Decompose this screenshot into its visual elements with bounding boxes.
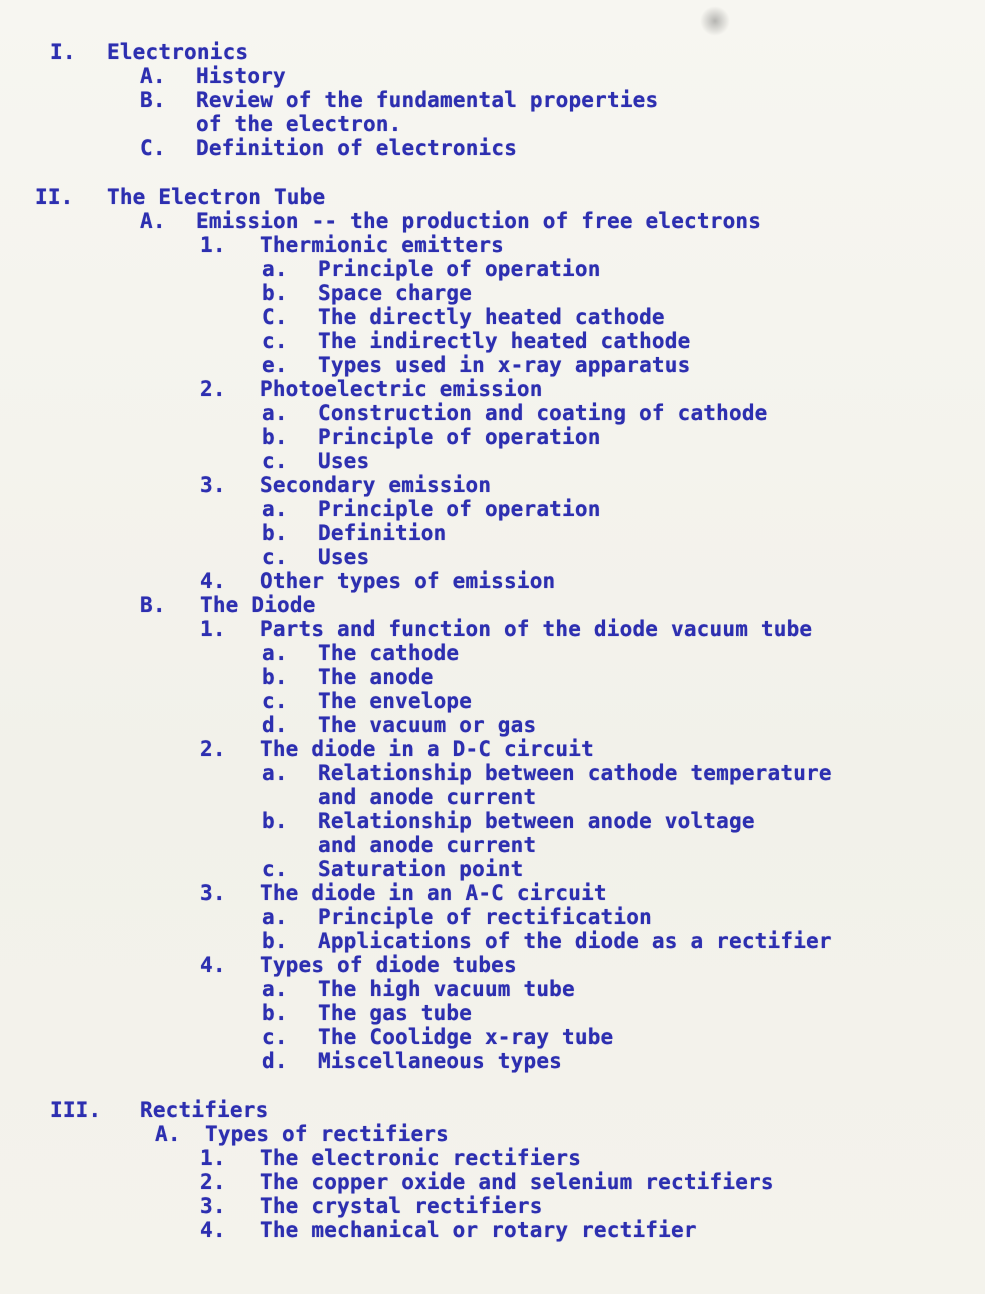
outline-line: [200, 569, 556, 593]
outline-label: a.: [262, 977, 288, 1001]
outline-label: d.: [262, 1049, 288, 1073]
outline-label: III.: [50, 1098, 102, 1122]
outline-line: [140, 64, 286, 88]
outline-label: b.: [262, 809, 288, 833]
outline-line: [155, 1122, 450, 1146]
outline-line: [200, 377, 543, 401]
outline-label: c.: [262, 449, 288, 473]
outline-text: The Coolidge x-ray tube: [318, 1025, 614, 1049]
outline-line: [262, 689, 473, 713]
outline-text: Other types of emission: [260, 569, 556, 593]
outline-line: [200, 1170, 774, 1194]
outline-line: [262, 281, 473, 305]
outline-label: 2.: [200, 377, 226, 401]
outline-text: Principle of operation: [318, 497, 601, 521]
outline-label: A.: [140, 64, 166, 88]
outline-line: [262, 641, 460, 665]
outline-line: [140, 209, 762, 233]
outline-line: [50, 1098, 269, 1122]
outline-text: The gas tube: [318, 1001, 473, 1025]
outline-label: b.: [262, 1001, 288, 1025]
outline-text: The high vacuum tube: [318, 977, 575, 1001]
outline-line: [262, 257, 601, 281]
outline-line: [262, 449, 370, 473]
outline-line: [262, 665, 434, 689]
outline-text: Photoelectric emission: [260, 377, 543, 401]
outline-label: b.: [262, 425, 288, 449]
outline-line: [140, 136, 518, 160]
outline-line: [200, 473, 492, 497]
outline-text: Secondary emission: [260, 473, 492, 497]
outline-text: The Diode: [200, 593, 316, 617]
outline-label: a.: [262, 641, 288, 665]
outline-text: Saturation point: [318, 857, 524, 881]
outline-text: The diode in an A-C circuit: [260, 881, 607, 905]
outline-label: 4.: [200, 1218, 226, 1242]
outline-text: History: [196, 64, 286, 88]
outline-text: Emission -- the production of free electrons: [196, 209, 762, 233]
outline-label: a.: [262, 257, 288, 281]
outline-label: c.: [262, 857, 288, 881]
outline-line: [50, 40, 249, 64]
outline-line: [262, 809, 755, 833]
outline-label: B.: [140, 593, 166, 617]
outline-text: Miscellaneous types: [318, 1049, 563, 1073]
outline-line: [140, 593, 316, 617]
outline-text: Thermionic emitters: [260, 233, 505, 257]
outline-text: Relationship between anode voltage: [318, 809, 755, 833]
outline-text: Principle of operation: [318, 425, 601, 449]
outline-text: The envelope: [318, 689, 473, 713]
outline-line: [200, 617, 813, 641]
outline-line: [262, 929, 832, 953]
outline-line: [35, 185, 326, 209]
outline-line: [262, 1049, 563, 1073]
outline-line: [262, 1025, 614, 1049]
outline-text: The cathode: [318, 641, 460, 665]
outline-text: The vacuum or gas: [318, 713, 537, 737]
outline-label: 4.: [200, 569, 226, 593]
outline-text: The copper oxide and selenium rectifiers: [260, 1170, 774, 1194]
outline-line: [262, 353, 691, 377]
outline-text: Types used in x-ray apparatus: [318, 353, 691, 377]
outline-text: The electronic rectifiers: [260, 1146, 582, 1170]
outline-label: 1.: [200, 617, 226, 641]
outline-text: The Electron Tube: [107, 185, 326, 209]
outline-label: a.: [262, 401, 288, 425]
outline-text: Types of rectifiers: [205, 1122, 450, 1146]
outline-label: b.: [262, 929, 288, 953]
outline-text: of the electron.: [196, 112, 402, 136]
outline-line: [262, 497, 601, 521]
outline-line: [200, 1194, 543, 1218]
outline-line: [262, 1001, 473, 1025]
outline-text: Construction and coating of cathode: [318, 401, 768, 425]
outline-label: 1.: [200, 1146, 226, 1170]
outline-line: [200, 1146, 582, 1170]
outline-label: 2.: [200, 737, 226, 761]
outline-text: Space charge: [318, 281, 473, 305]
outline-line: [200, 233, 505, 257]
outline-line: [262, 401, 768, 425]
outline-text: Parts and function of the diode vacuum tube: [260, 617, 813, 641]
outline-label: 3.: [200, 1194, 226, 1218]
outline-text: Review of the fundamental properties: [196, 88, 659, 112]
outline-label: c.: [262, 689, 288, 713]
outline-text: Applications of the diode as a rectifier: [318, 929, 832, 953]
outline-text: Principle of rectification: [318, 905, 652, 929]
outline-label: b.: [262, 665, 288, 689]
outline-label: b.: [262, 281, 288, 305]
outline-text: The directly heated cathode: [318, 305, 665, 329]
outline-text: The indirectly heated cathode: [318, 329, 691, 353]
outline-label: a.: [262, 497, 288, 521]
outline-label: b.: [262, 521, 288, 545]
outline-label: 3.: [200, 473, 226, 497]
outline-text: The diode in a D-C circuit: [260, 737, 594, 761]
outline-label: 4.: [200, 953, 226, 977]
outline-line: [262, 545, 370, 569]
outline-line: [200, 1218, 697, 1242]
outline-line: [262, 329, 691, 353]
outline-text: Uses: [318, 449, 370, 473]
outline-label: C.: [262, 305, 288, 329]
outline-line: [262, 857, 524, 881]
ink-smudge: [700, 6, 730, 36]
outline-label: a.: [262, 761, 288, 785]
outline-line: [200, 953, 517, 977]
outline-label: B.: [140, 88, 166, 112]
outline-text: The anode: [318, 665, 434, 689]
outline-text: Definition: [318, 521, 447, 545]
outline-line: [262, 713, 537, 737]
outline-line: [262, 521, 447, 545]
outline-label: A.: [140, 209, 166, 233]
outline-line: [262, 425, 601, 449]
outline-label: d.: [262, 713, 288, 737]
outline-line: [262, 977, 575, 1001]
outline-line: [200, 881, 607, 905]
outline-label: c.: [262, 1025, 288, 1049]
outline-text: Definition of electronics: [196, 136, 518, 160]
outline-text: and anode current: [318, 833, 537, 857]
outline-label: II.: [35, 185, 74, 209]
outline-label: e.: [262, 353, 288, 377]
outline-label: c.: [262, 545, 288, 569]
outline-text: Principle of operation: [318, 257, 601, 281]
outline-label: c.: [262, 329, 288, 353]
outline-line: [262, 305, 665, 329]
outline-label: A.: [155, 1122, 181, 1146]
outline-line: [200, 737, 594, 761]
outline-text: and anode current: [318, 785, 537, 809]
outline-line: [262, 905, 652, 929]
outline-text: The mechanical or rotary rectifier: [260, 1218, 697, 1242]
outline-label: I.: [50, 40, 76, 64]
outline-label: 2.: [200, 1170, 226, 1194]
outline-text: Uses: [318, 545, 370, 569]
outline-text: Relationship between cathode temperature: [318, 761, 832, 785]
outline-label: a.: [262, 905, 288, 929]
outline-text: Rectifiers: [140, 1098, 269, 1122]
outline-text: Types of diode tubes: [260, 953, 517, 977]
outline-text: The crystal rectifiers: [260, 1194, 543, 1218]
outline-line: [140, 88, 659, 112]
outline-text: Electronics: [107, 40, 249, 64]
outline-label: 3.: [200, 881, 226, 905]
outline-label: 1.: [200, 233, 226, 257]
outline-label: C.: [140, 136, 166, 160]
outline-line: [262, 761, 832, 785]
